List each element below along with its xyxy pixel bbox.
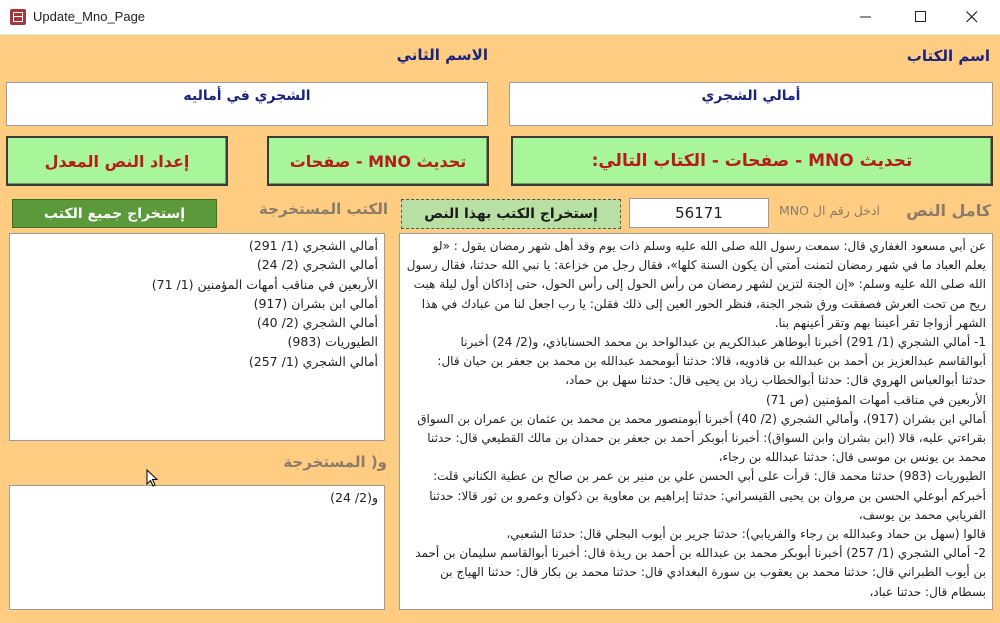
book-name-label: اسم الكتاب <box>906 47 990 65</box>
list-item[interactable]: أمالي ابن بشران (917) <box>253 295 378 311</box>
second-name-field[interactable]: الشجري في أماليه <box>6 82 488 126</box>
text-line: الأربعين في مناقب أمهات المؤمنين (ص 71) <box>765 392 986 407</box>
text-line: ريح من تحت العرش فصفقت ورق شجر الجنة، فنظر الحور العين إلى ذلك فقلن: يا رب اجعل لنا من عبادك في هذا <box>421 296 986 311</box>
text-line: قالوا (سهل بن حماد وعبدالله بن رجاء والفريابي): حدثنا جرير بن أيوب البجلي قال: حدثنا الشعبي، <box>506 527 986 542</box>
text-line: حدثنا أبوالعباس الهروي قال: حدثنا أبوالخطاب زياد بن يحيى قال: حدثنا سهل بن حماد، <box>565 373 986 388</box>
list-item[interactable]: الطيوريات (983) <box>287 334 378 350</box>
window-title: Update_Mno_Page <box>33 9 146 24</box>
text-line: بقراءتي عليه، قالا (ابن بشران وابن السواق): أخبرنا أبوبكر أحمد بن جعفر بن حمدان بن مالك القطيعي قال: حدثنا <box>427 431 986 446</box>
list-item[interactable]: و(2/ 24) <box>330 490 378 505</box>
access-form-icon <box>10 9 26 25</box>
second-name-label: الاسم الثاني <box>396 46 488 64</box>
text-line: بن أيوب الطبراني قال: حدثنا محمد بن يعقوب بن سورة البغدادي قال: حدثنا محمد بن بكار قال: حدثنا الهياج بن <box>440 565 986 580</box>
full-text-area[interactable] <box>399 233 993 610</box>
prepare-edited-text-button[interactable]: إعداد النص المعدل <box>6 136 228 186</box>
extract-all-books-button[interactable]: إستخراج جميع الكتب <box>12 199 217 228</box>
text-line: محمد بن يونس بن موسى قال: حدثنا عبدالله بن رجاء، <box>718 450 986 465</box>
extracted-books-list[interactable] <box>9 233 385 441</box>
text-line: الطيوريات (983) حدثنا محمد قال: قرأت على أبي الحسن علي بن منير بن عمر بن صالح بن عطية الكناني قلت: <box>433 469 986 484</box>
maximize-button[interactable] <box>898 0 944 34</box>
extracted-w-label: و( المستخرجة <box>283 453 387 471</box>
list-item[interactable]: أمالي الشجري (2/ 40) <box>256 315 378 331</box>
mouse-cursor-icon <box>146 469 160 489</box>
update-mno-pages-button[interactable]: تحديث MNO - صفحات <box>267 136 489 186</box>
extracted-w-list[interactable] <box>9 485 385 610</box>
enter-mno-label: ادخل رقم ال MNO <box>778 203 880 218</box>
text-line: عن أبي مسعود الغفاري قال: سمعت رسول الله صلى الله عليه وسلم ذات يوم وقد أهل شهر رمضان يقول : «لو <box>432 239 986 253</box>
minimize-icon <box>860 11 872 23</box>
text-line: 1- أمالي الشجري (1/ 291) أخبرنا أبوطاهر عبدالكريم بن عبدالواحد بن محمد الحسناباذي، و(2/ 24) أخبرنا <box>460 335 986 350</box>
text-line: أمالي ابن بشران (917)، وأمالي الشجري (2/ 40) أخبرنا أبومنصور محمد بن محمد بن عثمان بن عمران بن السواق <box>417 411 986 426</box>
text-line: بسطام قال: حدثنا عباد، <box>869 584 986 599</box>
text-line: الله صلى الله عليه وسلم: «إن الجنة لتزين لشهر رمضان من رأس الحول إلى رأس الحول، حتى إذاكان أول ليلة هبت <box>413 277 986 292</box>
mno-input[interactable]: 56171 <box>629 198 769 228</box>
close-icon <box>966 11 978 23</box>
list-item[interactable]: أمالي الشجري (1/ 291) <box>248 238 378 253</box>
text-line: يعلم العباد ما في شهر رمضان لتمنت أمتي أن يكون السنة كلها»، فقال رجل من خزاعة: يا نبي الله حدثنا، فقال رسول <box>406 258 986 273</box>
maximize-icon <box>915 11 927 23</box>
text-line: 2- أمالي الشجري (1/ 257) أخبرنا أبوبكر محمد بن عبدالله بن أحمد بن ريذة قال: أخبرنا أبوالقاسم سليمان بن أحمد <box>415 546 986 561</box>
text-line: الشهر أزواجا تقر أعيننا بهم وتقر أعينهم بنا. <box>774 315 986 330</box>
full-text-label: كامل النص <box>906 201 991 220</box>
book-name-field[interactable]: أمالي الشجري <box>509 82 993 126</box>
list-item[interactable]: أمالي الشجري (1/ 257) <box>248 353 378 369</box>
text-line: أبوالقاسم عبدالعزيز بن أحمد بن عبدالله بن قادويه، قالا: حدثنا أبومحمد عبدالله بن محمد بن جعفر بن حيان قال: <box>437 354 986 369</box>
update-mno-next-book-button[interactable]: تحديث MNO - صفحات - الكتاب التالي: <box>511 136 993 186</box>
list-item[interactable]: أمالي الشجري (2/ 24) <box>256 257 378 273</box>
minimize-button[interactable] <box>843 0 889 34</box>
list-item[interactable]: الأربعين في مناقب أمهات المؤمنين (1/ 71) <box>151 276 378 292</box>
extract-books-by-text-button[interactable]: إستخراج الكتب بهذا النص <box>401 199 621 229</box>
update-mno-form <box>0 35 1000 623</box>
title-bar <box>0 0 1000 35</box>
text-line: أخبركم أبوعلي الحسن بن مروان بن يحيى القيسراني: حدثنا إبراهيم بن معاوية بن ذكوان وعمرو بن ثور قالا: حدثنا <box>429 488 986 503</box>
close-button[interactable] <box>949 0 995 34</box>
text-line: الفريابي محمد بن يوسف، <box>858 507 986 522</box>
extracted-books-label: الكتب المستخرجة <box>259 200 388 218</box>
